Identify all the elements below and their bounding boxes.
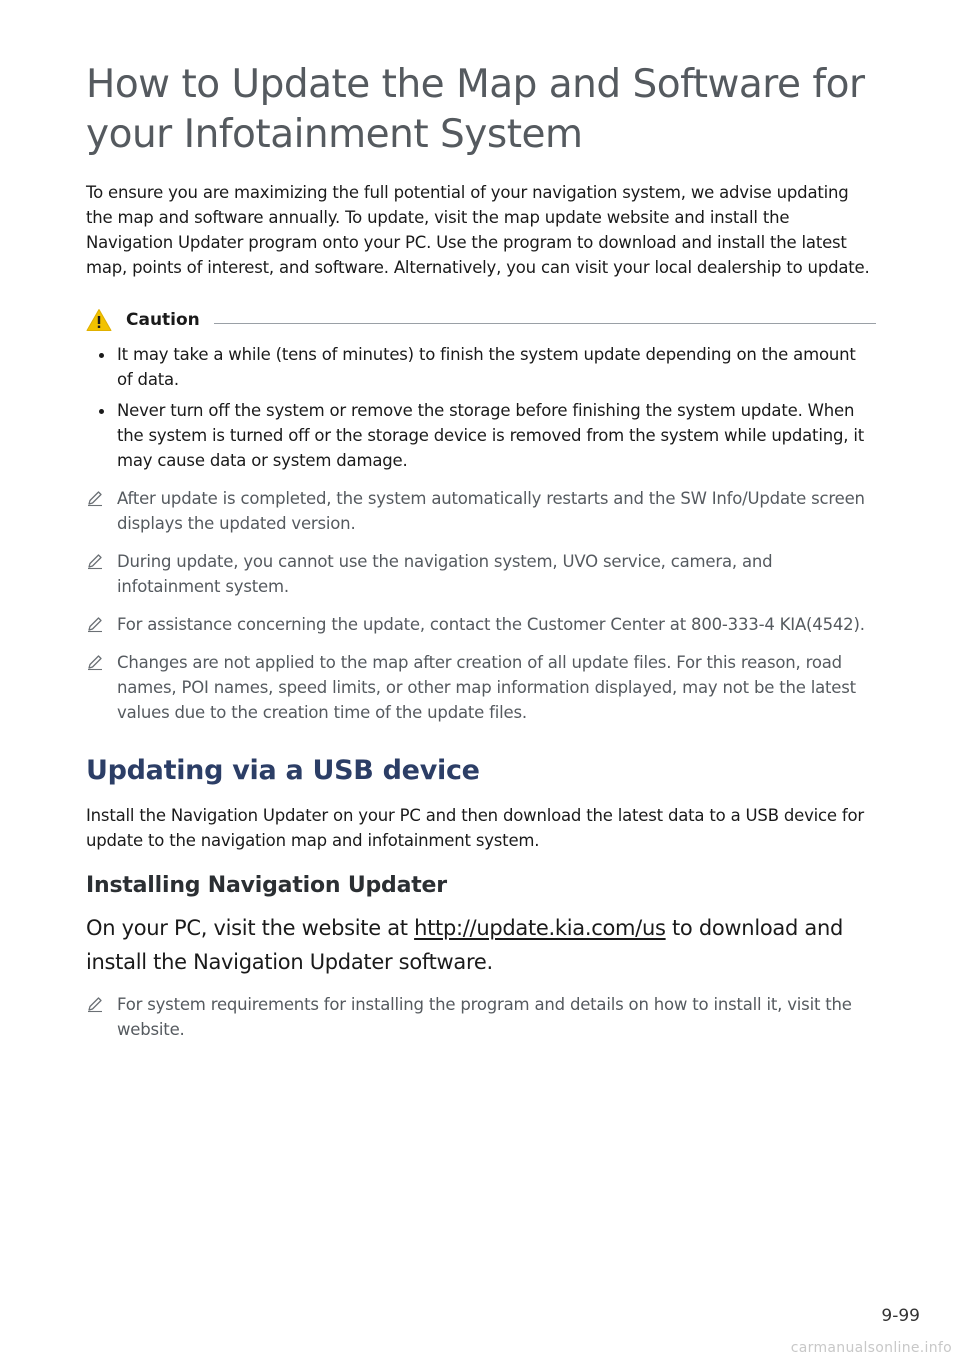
caution-item	[86, 342, 876, 392]
note-item	[86, 992, 876, 1042]
caution-item-text: Never turn off the system or remove the storage before finishing the system update. When the system is turned off or the storage device is removed from the system while updating, it may cause data or system damage.	[117, 401, 864, 470]
caution-divider	[214, 323, 876, 324]
caution-header	[86, 308, 876, 332]
pencil-note-icon	[86, 615, 104, 633]
note-item	[86, 612, 876, 637]
pencil-note-icon	[86, 653, 104, 671]
warning-triangle-icon	[86, 308, 112, 332]
page-title-line2: your Infotainment System	[86, 112, 583, 157]
page-title-line1: How to Update the Map and Software for	[86, 62, 865, 107]
pencil-note-icon	[86, 489, 104, 507]
page-title	[86, 60, 876, 160]
note-item	[86, 549, 876, 599]
subsection-heading-installing: Installing Navigation Updater	[86, 873, 447, 898]
watermark: carmanualsonline.info	[790, 1340, 952, 1356]
caution-item-text: It may take a while (tens of minutes) to finish the system update depending on the amount of data.	[117, 345, 856, 389]
usb-section-paragraph: Install the Navigation Updater on your PC and then download the latest data to a USB device for update to the navigation map and infotainment system.	[86, 806, 864, 850]
note-item	[86, 650, 876, 725]
bullet-icon	[99, 409, 104, 414]
installing-text-after: to download and install the Navigation Updater software.	[86, 916, 843, 974]
installing-text-before: On your PC, visit the website at	[86, 916, 415, 940]
pencil-note-icon	[86, 995, 104, 1013]
page-number: 9-99	[881, 1306, 920, 1326]
caution-label: Caution	[126, 310, 200, 330]
pencil-note-icon	[86, 552, 104, 570]
note-text: For assistance concerning the update, contact the Customer Center at 800-333-4 KIA(4542).	[117, 615, 865, 634]
intro-paragraph: To ensure you are maximizing the full potential of your navigation system, we advise updating the map and software annually. To update, visit the map update website and install the Navigation Updater program onto your PC. Use the program to download and install the latest map, points of interest, and software. Alternatively, you can visit your local dealership to update.	[86, 183, 870, 277]
caution-list	[86, 342, 876, 473]
document-page	[86, 60, 876, 1042]
note-text: After update is completed, the system automatically restarts and the SW Info/Update screen displays the updated version.	[117, 489, 865, 533]
installing-paragraph	[86, 911, 876, 979]
note-text: During update, you cannot use the navigation system, UVO service, camera, and infotainment system.	[117, 552, 773, 596]
note-text: Changes are not applied to the map after creation of all update files. For this reason, road names, POI names, speed limits, or other map information displayed, may not be the latest values due to the creation time of the update files.	[117, 653, 856, 722]
update-website-link[interactable]: http://update.kia.com/us	[414, 916, 666, 940]
note-item	[86, 486, 876, 536]
section-heading-usb: Updating via a USB device	[86, 755, 480, 786]
bullet-icon	[99, 353, 104, 358]
caution-item	[86, 398, 876, 473]
note-text: For system requirements for installing the program and details on how to install it, visit the website.	[117, 995, 852, 1039]
